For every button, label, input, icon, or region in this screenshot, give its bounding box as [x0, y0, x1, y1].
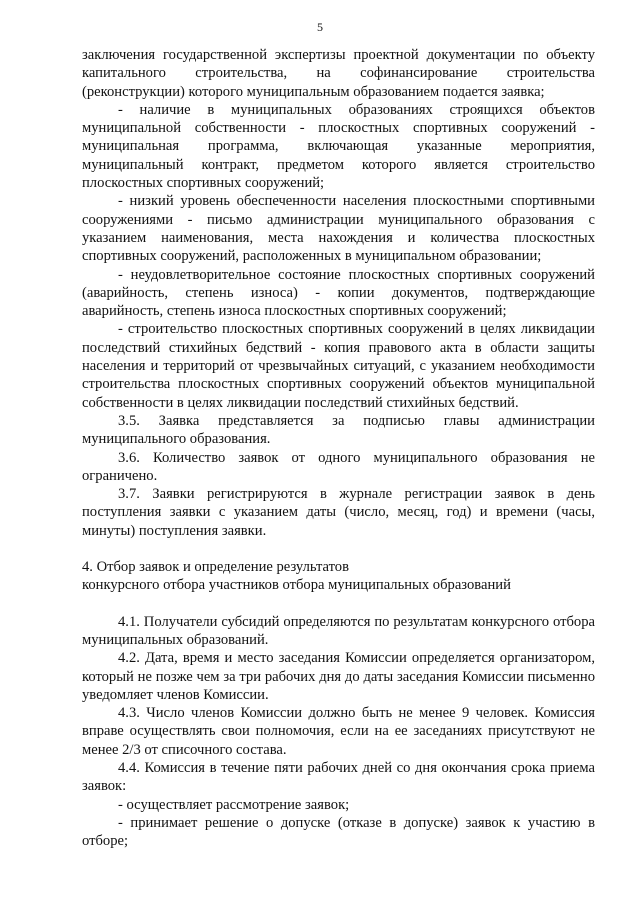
list-item: - неудовлетворительное состояние плоскостных спортивных сооружений (аварийность, степень износа) - копии документов, подтверждающие аварийность, степень износа плоскостных спортивных сооружений; [82, 266, 595, 320]
section-heading [82, 558, 595, 595]
clause-4-4: 4.4. Комиссия в течение пяти рабочих дней со дня окончания срока приема заявок: [82, 759, 595, 795]
list-item: - наличие в муниципальных образованиях строящихся объектов муниципальной собственности - плоскостных спортивных сооружений - муниципальная программа, включающая указанные мероприятия, муниципальный контракт, предметом которого является строительство плоскостных спортивных сооружений; [82, 101, 595, 192]
document-body [82, 46, 595, 850]
clause-3-5: 3.5. Заявка представляется за подписью главы администрации муниципального образования. [82, 412, 595, 448]
list-item: - низкий уровень обеспеченности населения плоскостными спортивными сооружениями - письмо администрации муниципального образования с указанием наименования, места нахождения и количества плоскостных спортивных сооружений, расположенных в муниципальном образовании; [82, 193, 595, 265]
list-item: - строительство плоскостных спортивных сооружений в целях ликвидации последствий стихийных бедствий - копия правового акта в области защиты населения и территорий от чрезвычайных ситуаций, с указанием необходимости строительства плоскостных спортивных сооружений объектов муниципальной собственности в целях ликвидации последствий стихийных бедствий. [82, 321, 595, 411]
list-item: - осуществляет рассмотрение заявок; [118, 796, 350, 813]
page-number: 5 [317, 20, 323, 34]
paragraph: заключения государственной экспертизы проектной документации по объекту капитального строительства, на софинансирование строительства (реконструкции) которого муниципальным образованием подается заявка; [82, 47, 595, 100]
clause-3-6: 3.6. Количество заявок от одного муниципального образования не ограничено. [82, 449, 595, 484]
clause-4-1: 4.1. Получатели субсидий определяются по результатам конкурсного отбора муниципальных образований. [82, 613, 595, 648]
spacer [82, 595, 595, 613]
clause-3-7: 3.7. Заявки регистрируются в журнале регистрации заявок в день поступления заявки с указанием даты (число, месяц, год) и времени (часы, минуты) поступления заявки. [82, 486, 595, 539]
section-heading-line-2: конкурсного отбора участников отбора муниципальных образований [82, 577, 511, 594]
section-heading-line-1: 4. Отбор заявок и определение результатов [82, 559, 349, 576]
clause-4-2: 4.2. Дата, время и место заседания Комиссии определяется организатором, который не позже чем за три рабочих дня до даты заседания Комиссии письменно уведомляет членов Комиссии. [82, 650, 595, 703]
clause-4-3: 4.3. Число членов Комиссии должно быть не менее 9 человек. Комиссия вправе осуществлять свои полномочия, если на ее заседаниях присутствуют не менее 2/3 от списочного состава. [82, 705, 595, 758]
list-item: - принимает решение о допуске (отказе в допуске) заявок к участию в отборе; [82, 814, 595, 850]
